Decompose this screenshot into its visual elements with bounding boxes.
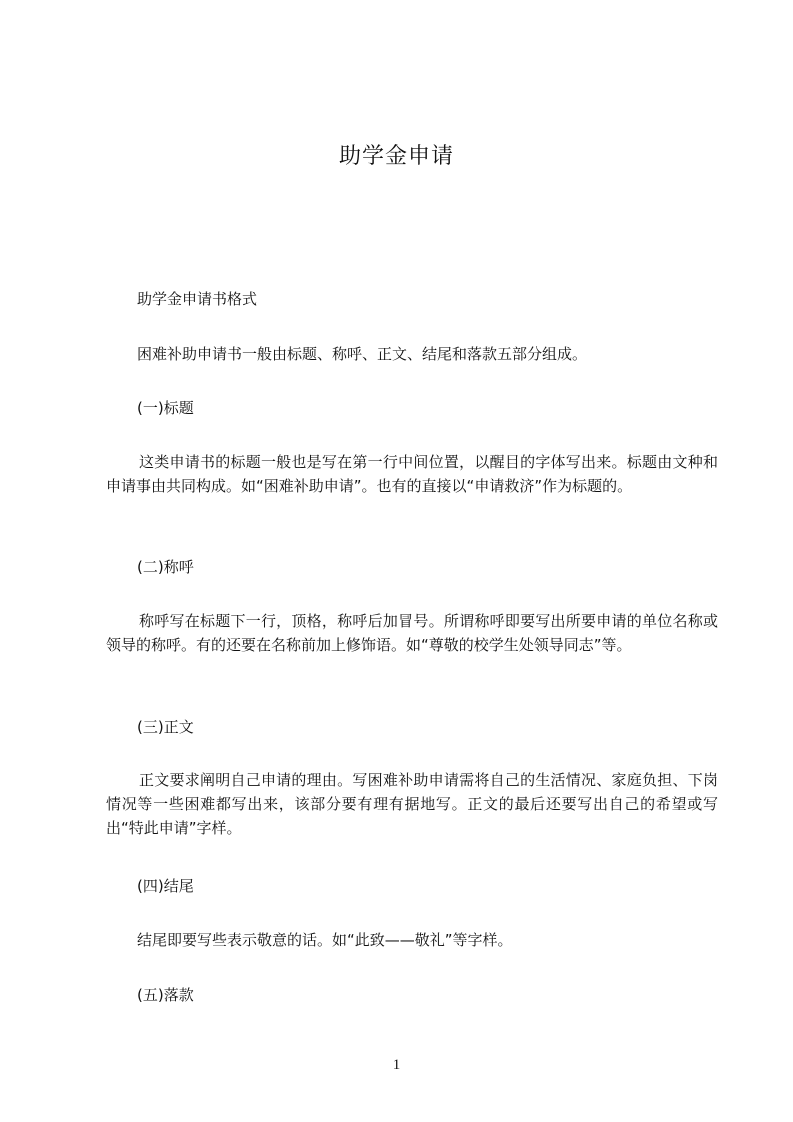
document-title: 助学金申请 <box>338 144 454 169</box>
section-body-body <box>106 768 718 840</box>
section-heading-closing: (四)结尾 <box>137 877 194 895</box>
section-paragraph: 这类申请书的标题一般也是写在第一行中间位置，以醒目的字体写出来。标题由文种和申请事由共同构成。如“困难补助申请”。也有的直接以“申请救济”作为标题的。 <box>106 453 718 495</box>
section-body-closing: 结尾即要写些表示敬意的话。如“此致——敬礼”等字样。 <box>137 931 513 949</box>
section-heading-title: (一)标题 <box>137 399 194 417</box>
section-body-title <box>106 450 718 498</box>
section-body-salutation <box>106 609 718 657</box>
section-paragraph: 称呼写在标题下一行，顶格，称呼后加冒号。所谓称呼即要写出所要申请的单位名称或领导的称呼。有的还要在名称前加上修饰语。如“尊敬的校学生处领导同志”等。 <box>106 612 718 654</box>
section-heading-signature: (五)落款 <box>137 986 194 1004</box>
section-paragraph: 正文要求阐明自己申请的理由。写困难补助申请需将自己的生活情况、家庭负担、下岗情况等一些困难都写出来，该部分要有理有据地写。正文的最后还要写出自己的希望或写出“特此申请”字样。 <box>106 771 718 837</box>
section-heading-body: (三)正文 <box>137 718 194 736</box>
page-number: 1 <box>392 1057 401 1073</box>
intro-paragraph: 困难补助申请书一般由标题、称呼、正文、结尾和落款五部分组成。 <box>137 345 588 363</box>
format-heading: 助学金申请书格式 <box>137 290 258 308</box>
section-heading-salutation: (二)称呼 <box>137 558 194 576</box>
